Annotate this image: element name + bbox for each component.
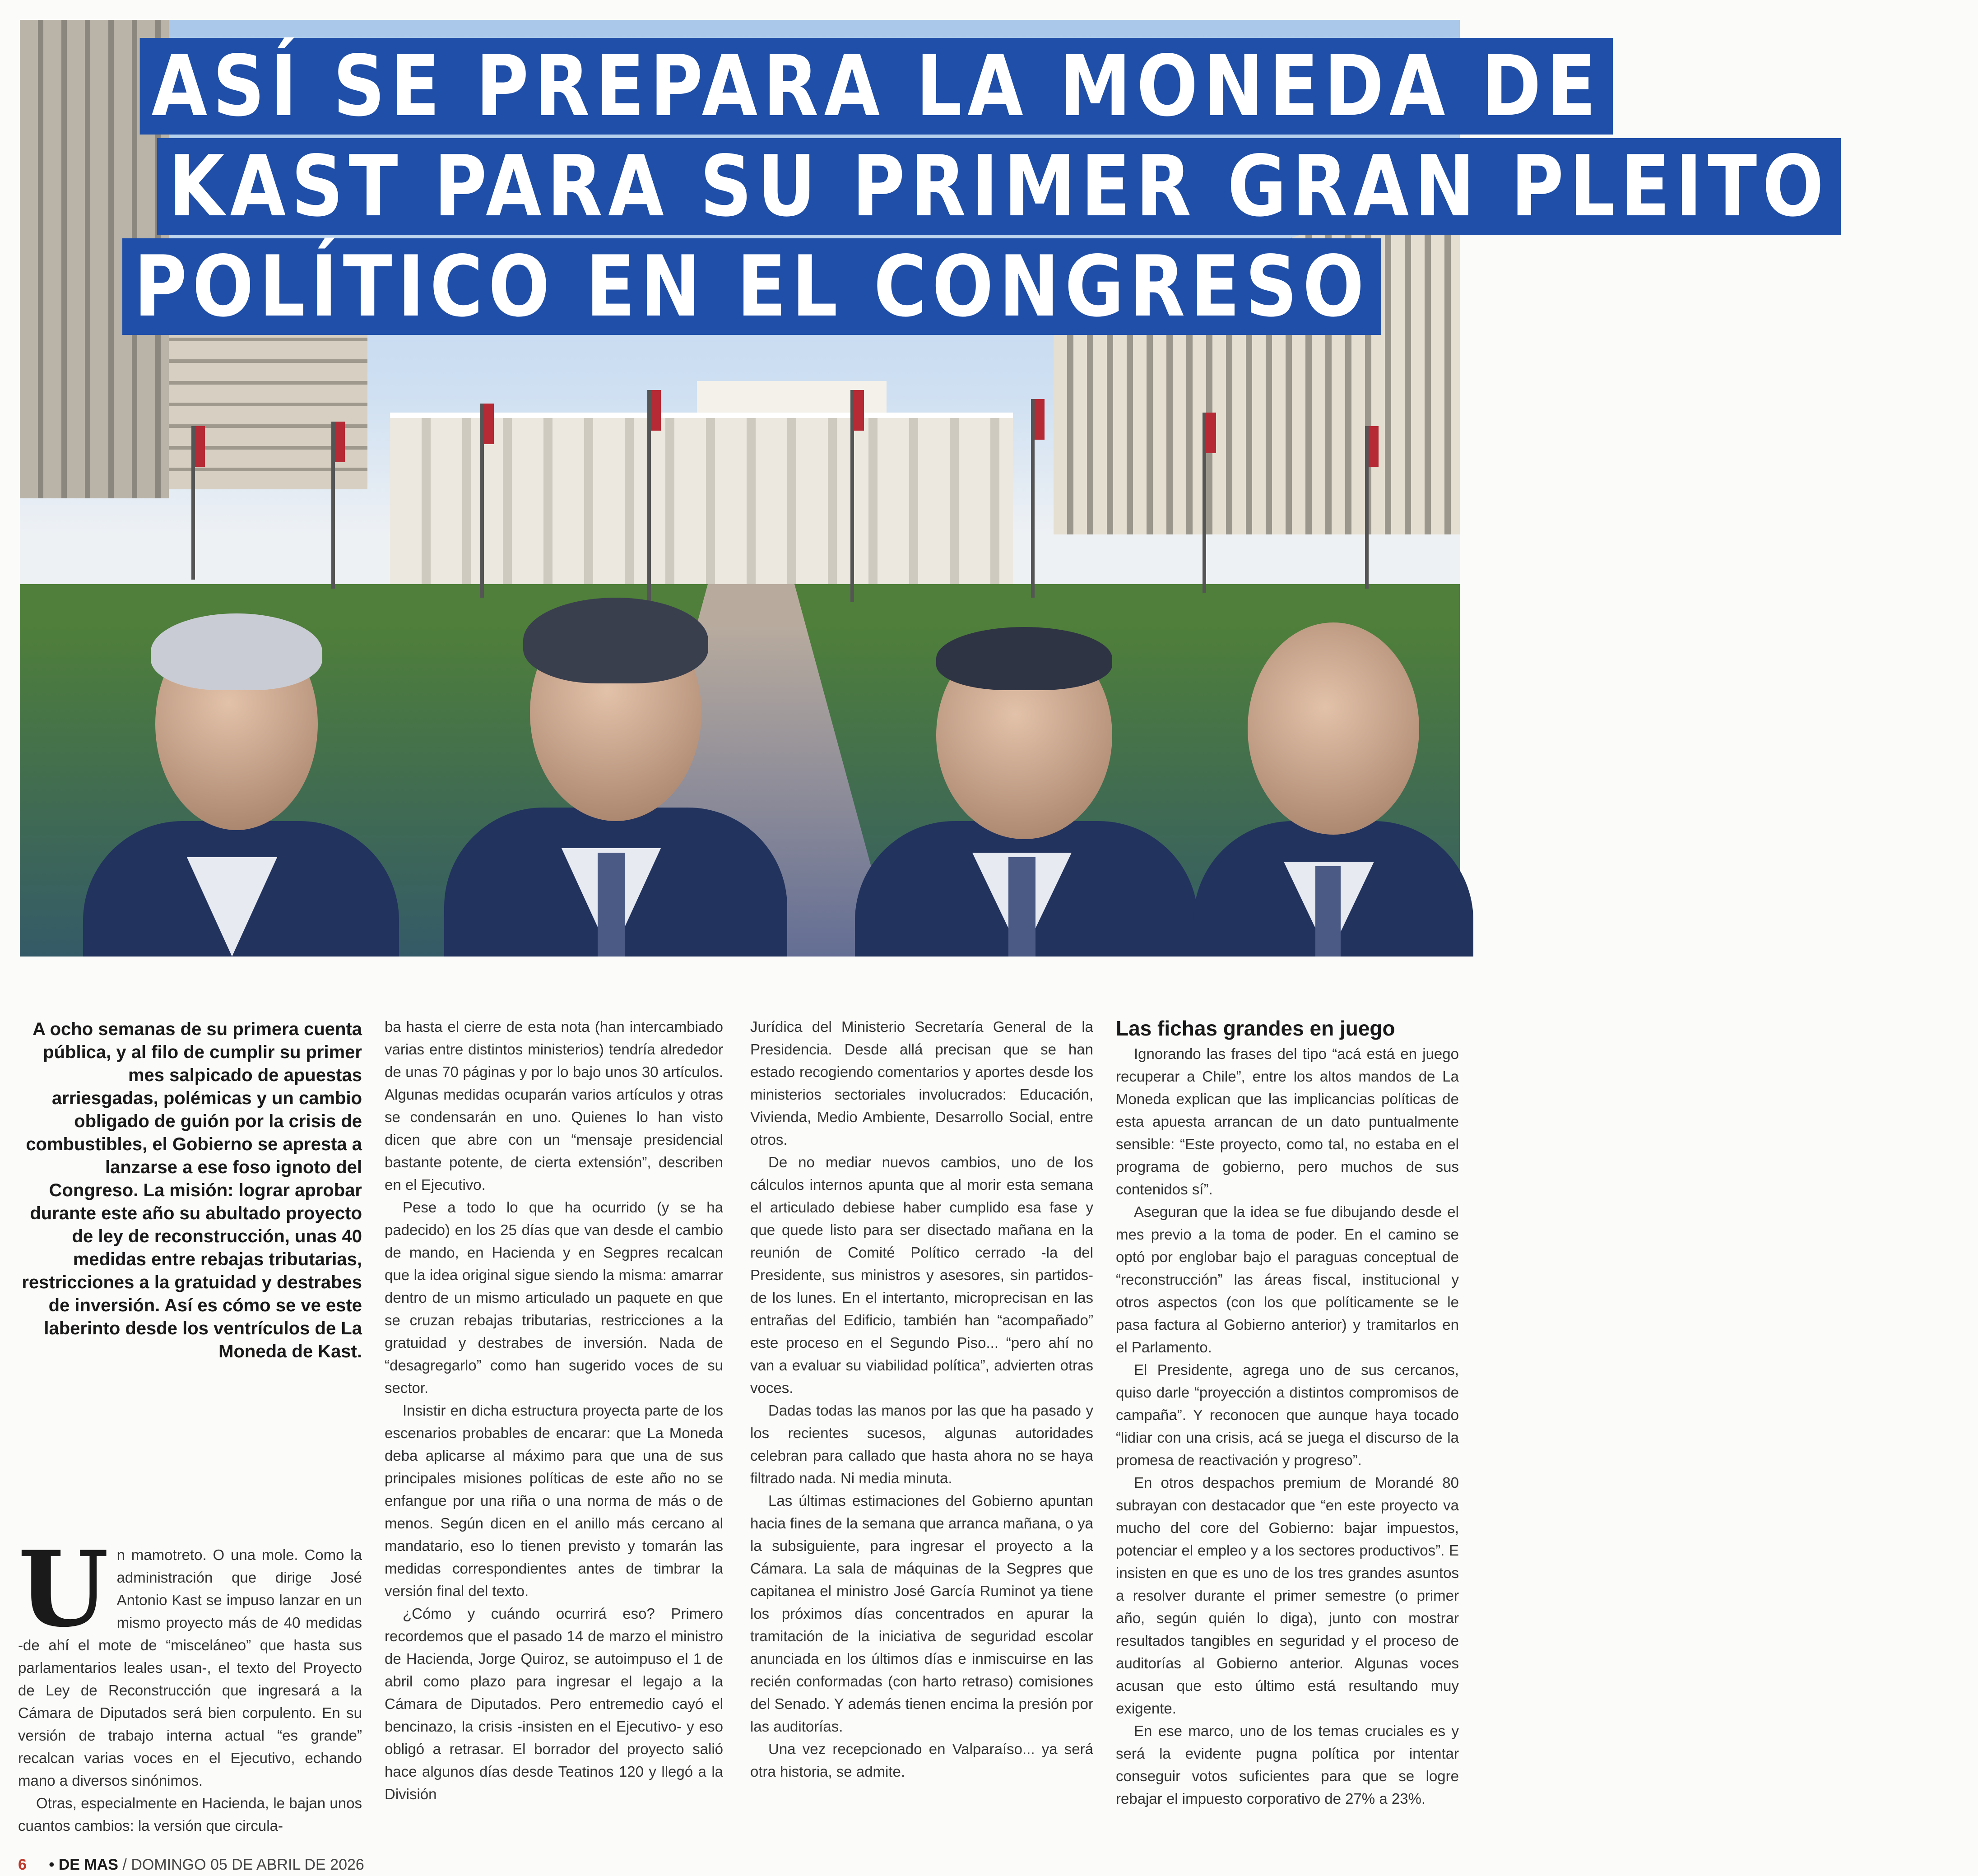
paragraph: Pese a todo lo que ha ocurrido (y se ha padecido) en los 25 días que van desde el cambio de mando, en Hacienda y en Segpres recalcan que la idea original sigue siendo la misma: amarrar dentro de un mismo articulado un paquete en que se cruzan rebajas tributarias, restricciones a la gratuidad y destrabes de inversión. Nada de “desagregarlo” como han sugerido voces de su sector. <box>385 1199 723 1396</box>
paragraph: n mamotreto. O una mole. Como la administración que dirige José Antonio Kast se impuso lanzar en un mismo proyecto más de 40 medidas -de ahí el mote de “misceláneo” que hasta sus parlamentarios leales usan-, el texto del Proyecto de Ley de Reconstrucción que ingresará a la Cámara de Diputados será bien corpulento. En su versión de trabajo interna actual “es grande” recalcan varias voces en el Ejecutivo, echando mano a diversos sinónimos. <box>18 1546 362 1789</box>
flagpole <box>1365 426 1369 589</box>
article-column-2 <box>385 1016 723 1806</box>
paragraph: Insistir en dicha estructura proyecta parte de los escenarios probables de encarar: que La Moneda deba aplicarse al máximo para que una de sus principales misiones políticas de este año no se enfangue por una riña o una norma de más o de menos. Según dicen en el anillo más cercano al mandatario, eso lo tienen previsto y tomarán las medidas correspondientes antes de timbrar la versión final del texto. <box>385 1402 723 1599</box>
paragraph: ¿Cómo y cuándo ocurrirá eso? Primero recordemos que el pasado 14 de marzo el ministro de Hacienda, Jorge Quiroz, se autoimpuso el 1 de abril como plazo para ingresar el legajo a la Cámara de Diputados. Pero entremedio cayó el bencinazo, la crisis -insisten en el Ejecutivo- y eso obligó a retrasar. El borrador del proyecto salió hace algunos días desde Teatinos 120 y llegó a la División <box>385 1605 723 1802</box>
portrait-1 <box>74 600 399 957</box>
paragraph: Las últimas estimaciones del Gobierno apuntan hacia fines de la semana que arranca mañana, o ya la subsiguiente, para ingresar el proyecto a la Cámara. La sala de máquinas de la Segpres que capitanea el ministro José García Ruminot ya tiene los próximos días concentrados en apurar la tramitación de la iniciativa de seguridad escolar anunciada en los últimos días e inmiscuirse en las recién conformadas (con harto retraso) comisiones del Senado. Y además tienen encima la presión por las auditorías. <box>750 1492 1093 1735</box>
page-number: 6 <box>18 1856 27 1873</box>
headline-line-1: ASÍ SE PREPARA LA MONEDA DE <box>140 38 1613 135</box>
flagpole <box>1203 413 1206 593</box>
article-column-4 <box>1116 1016 1459 1810</box>
paragraph: Ignorando las frases del tipo “acá está en juego recuperar a Chile”, entre los altos mandos de La Moneda explican que las implicancias políticas de esta apuesta arrancan de un dato puntualmente sensible: “Este proyecto, como tal, no estaba en el programa de gobierno, pero muchos de sus contenidos sí”. <box>1116 1045 1459 1198</box>
paragraph: Dadas todas las manos por las que ha pasado y los recientes sucesos, algunas autoridades celebran para callado que hasta ahora no se haya filtrado nada. Ni media minuta. <box>750 1402 1093 1486</box>
flagpole <box>480 404 484 598</box>
section-brand: • DE MAS <box>49 1856 118 1873</box>
article-column-1 <box>18 1528 362 1837</box>
article-column-3 <box>750 1016 1093 1783</box>
paragraph: El Presidente, agrega uno de sus cercanos, quiso darle “proyección a distintos compromisos de campaña”. Y reconocen que aunque haya tocado “lidiar con una crisis, acá se juega el discurso de la promesa de reactivación y progreso”. <box>1116 1361 1459 1468</box>
paragraph: En otros despachos premium de Morandé 80 subrayan con destacador que “en este proyecto va mucho del core del Gobierno: bajar impuestos, potenciar el empleo y a los sectores productivos”. E insisten en que es uno de los tres grandes asuntos a resolver durante el primer semestre (o primer año, según quién lo diga), junto con mostrar resultados tangibles en seguridad y el proceso de auditorías al Gobierno anterior. Algunas voces acusan que esto último está resultando muy exigente. <box>1116 1474 1459 1717</box>
paragraph: Otras, especialmente en Hacienda, le bajan unos cuantos cambios: la versión que circula- <box>18 1795 362 1834</box>
flagpole <box>850 390 854 602</box>
issue-date: / DOMINGO 05 DE ABRIL DE 2026 <box>122 1856 364 1873</box>
page-footer <box>18 1856 364 1874</box>
flagpole <box>331 422 335 589</box>
paragraph: De no mediar nuevos cambios, uno de los cálculos internos apunta que al morir esta semana el articulado debiese haber cumplido esa fase y que quede listo para ser disectado mañana en la reunión de Comité Político cerrado -la del Presidente, sus ministros y asesores, sin partidos- de los lunes. En el intertanto, microprecisan en las entrañas del Edificio, también han “acompañado” este proceso en el Segundo Piso... “pero ahí no van a evaluar su viabilidad política”, advierten otras voces. <box>750 1154 1093 1396</box>
hero-photo <box>20 20 1829 957</box>
flagpole <box>191 426 195 580</box>
portrait-2 <box>426 595 796 957</box>
portrait-4 <box>1193 613 1473 957</box>
paragraph: Aseguran que la idea se fue dibujando desde el mes previo a la toma de poder. En el camino se optó por englobar bajo el paraguas conceptual de “reconstrucción” las áreas fiscal, institucional y otros aspectos (con los que políticamente se le pasa factura al Gobierno anterior) y tramitarlos en el Parlamento. <box>1116 1203 1459 1356</box>
paragraph: ba hasta el cierre de esta nota (han intercambiado varias entre distintos ministerios) tendría alrededor de unas 70 páginas y por lo bajo unos 30 artículos. Algunas medidas ocuparán varios artículos y otras se condensarán en uno. Quienes lo han visto dicen que abre con un “mensaje presidencial bastante potente, de cierta extensión”, describen en el Ejecutivo. <box>385 1018 723 1193</box>
flagpole <box>647 390 651 602</box>
headline-line-3: POLÍTICO EN EL CONGRESO <box>122 238 1381 335</box>
paragraph: En ese marco, uno de los temas cruciales es y será la evidente pugna política por intentar conseguir votos suficientes para que se logre rebajar el impuesto corporativo de 27% a 23%. <box>1116 1723 1459 1807</box>
lead-paragraph: A ocho semanas de su primera cuenta pública, y al filo de cumplir su primer mes salpicado de apuestas arriesgadas, polémicas y un cambio obligado de guión por la crisis de combustibles, el Gobierno se apresta a lanzarse a ese foso ignoto del Congreso. La misión: lograr aprobar durante este año su abultado proyecto de ley de reconstrucción, unas 40 medidas entre rebajas tributarias, restricciones a la gratuidad y destrabes de inversión. Así es cómo se ve este laberinto desde los ventrículos de La Moneda de Kast. <box>22 1019 362 1361</box>
subheading: Las fichas grandes en juego <box>1116 1017 1395 1040</box>
flagpole <box>1031 399 1035 598</box>
portrait-3 <box>846 618 1207 957</box>
paragraph: Jurídica del Ministerio Secretaría General de la Presidencia. Desde allá precisan que se han estado recogiendo comentarios y aportes desde los ministerios sectoriales involucrados: Educación, Vivienda, Medio Ambiente, Desarrollo Social, entre otros. <box>750 1018 1093 1148</box>
paragraph: Una vez recepcionado en Valparaíso... ya será otra historia, se admite. <box>750 1741 1093 1780</box>
headline-line-2: KAST PARA SU PRIMER GRAN PLEITO <box>157 138 1841 235</box>
drop-cap: U <box>18 1528 109 1650</box>
headline <box>20 37 1829 339</box>
